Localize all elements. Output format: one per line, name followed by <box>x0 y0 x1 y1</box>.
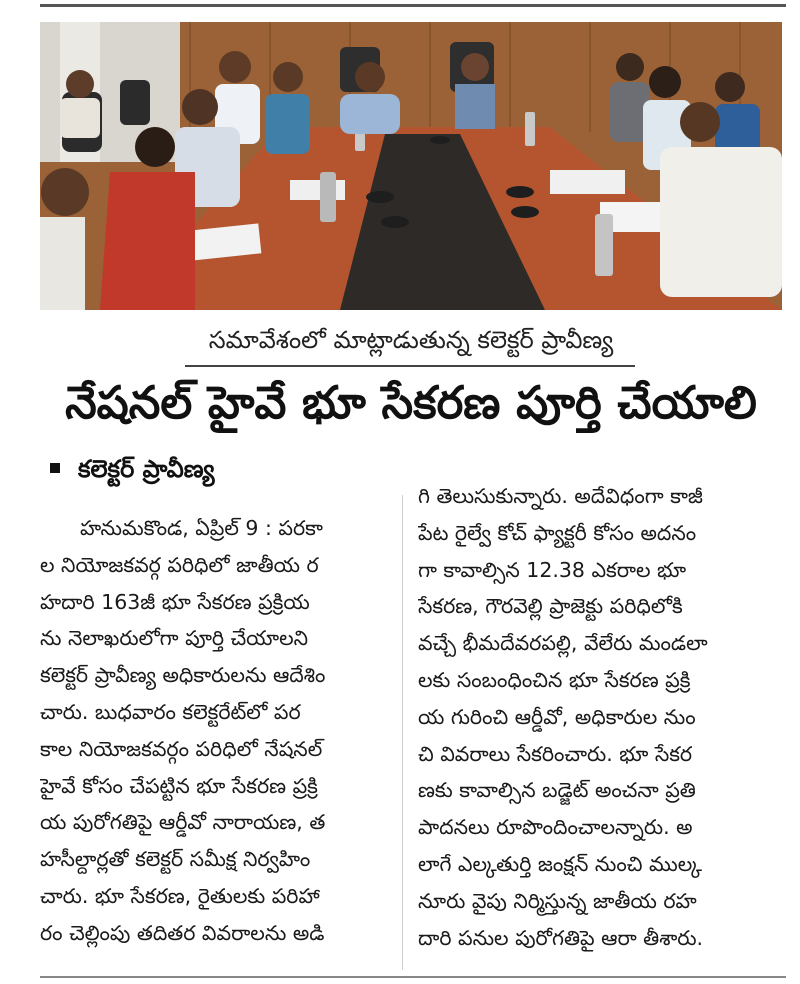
article-subhead <box>40 450 380 488</box>
body-line: కాల నియోజకవర్గం పరిధిలో నేషనల్ <box>40 736 323 761</box>
photo-caption: సమావేశంలో మాట్లాడుతున్న కలెక్టర్ ప్రావీణ్య <box>208 326 614 354</box>
body-line: ణకు కావాల్సిన బడ్జెట్ అంచనా ప్రతి <box>418 778 696 803</box>
body-line: హైవే కోసం చేపట్టిన భూ సేకరణ ప్రక్రి <box>40 773 318 798</box>
square-bullet-icon <box>50 463 60 473</box>
body-line: లకు సంబంధించిన భూ సేకరణ ప్రక్రి <box>418 667 691 692</box>
body-line: ల నియోజకవర్గ పరిధిలో జాతీయ ర <box>40 552 319 577</box>
body-line: హదారి 163జీ భూ సేకరణ ప్రక్రియ <box>40 589 310 614</box>
body-line: సేకరణ, గౌరవెల్లి ప్రాజెక్టు పరిధిలోకి <box>418 594 683 619</box>
body-line: వచ్చే భీమదేవరపల్లి, వేలేరు మండలా <box>418 631 708 656</box>
body-line: య గురించి ఆర్డీవో, అధికారుల నుం <box>418 704 696 729</box>
body-line: హనుమకొండ, ఏప్రిల్ 9 : పరకా <box>80 516 323 540</box>
subhead-text: కలెక్టర్ ప్రావీణ్య <box>78 455 215 483</box>
body-line: లాగే ఎల్కతుర్తి జంక్షన్ నుంచి ముల్క <box>418 851 702 876</box>
top-rule <box>40 4 786 7</box>
bottom-rule <box>40 976 786 978</box>
body-line: ను నెలాఖరులోగా పూర్తి చేయాలని <box>40 626 309 651</box>
body-line: య పురోగతిపై ఆర్డీవో నారాయణ, త <box>40 810 326 835</box>
article-column-right <box>418 478 788 956</box>
article-column-left <box>40 510 390 952</box>
meeting-photo <box>40 22 782 310</box>
article-headline: నేషనల్ హైవే భూ సేకరణ పూర్తి చేయాలి <box>65 376 757 429</box>
body-line: హసీల్దార్లతో కలెక్టర్ సమీక్ష నిర్వహిం <box>40 847 311 872</box>
body-line: కలెక్టర్ ప్రావీణ్య అధికారులను ఆదేశిం <box>40 663 326 688</box>
column-divider <box>402 495 403 970</box>
body-line: చారు. భూ సేకరణ, రైతులకు పరిహా <box>40 883 320 908</box>
body-line: చారు. బుధవారం కలెక్టరేట్‌లో పర <box>40 699 301 724</box>
body-line: రం చెల్లింపు తదితర వివరాలను అడి <box>40 920 325 945</box>
body-line: పాదనలు రూపొందించాలన్నారు. అ <box>418 815 693 840</box>
body-line: గి తెలుసుకున్నారు. అదేవిధంగా కాజీ <box>418 484 703 508</box>
body-line: దారి పనుల పురోగతిపై ఆరా తీశారు. <box>418 925 704 950</box>
body-line: గా కావాల్సిన 12.38 ఎకరాల భూ <box>418 557 687 582</box>
caption-divider <box>185 365 635 367</box>
body-line: చి వివరాలు సేకరించారు. భూ సేకర <box>418 741 693 766</box>
body-line: పేట రైల్వే కోచ్ ఫ్యాక్టరీ కోసం అదనం <box>418 520 697 545</box>
body-line: నూరు వైపు నిర్మిస్తున్న జాతీయ రహ <box>418 888 697 913</box>
